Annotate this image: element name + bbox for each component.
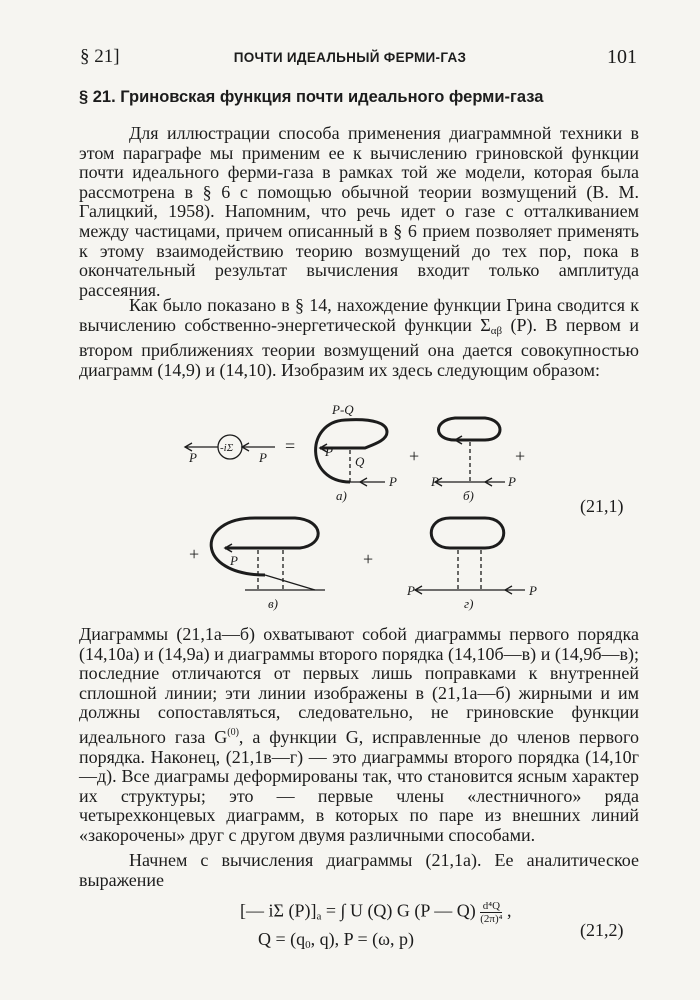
plus-4: +	[363, 549, 374, 569]
paragraph-4	[79, 851, 639, 890]
diagram-v-line-tail	[265, 575, 315, 590]
diagram-a-caption: а)	[336, 488, 347, 503]
running-header-section: § 21]	[80, 46, 120, 67]
diagram-v-caption: в)	[268, 596, 278, 611]
diagram-g-bold-loop	[431, 518, 504, 548]
running-header-title: ПОЧТИ ИДЕАЛЬНЫЙ ФЕРМИ-ГАЗ	[233, 50, 467, 65]
equation-number-21-1: (21,1)	[580, 496, 624, 516]
plus-1: +	[409, 446, 420, 466]
diagram-b-label-p-right: P	[508, 474, 516, 489]
plus-3: +	[189, 544, 200, 564]
paragraph-2	[79, 296, 639, 380]
lhs-sigma-label: -iΣ	[220, 442, 234, 454]
diagram-g-label-p-left: P	[407, 583, 415, 598]
diagram-b-bold-loop	[439, 418, 501, 440]
paragraph-2-text-a: Как было показано в § 14, нахождение функции Грина сводится к вычислению собственно-энергетической функции Σ	[79, 295, 639, 335]
paragraph-4-text: Начнем с вычисления диаграммы (21,1а). Ее аналитическое выражение	[79, 850, 639, 890]
plus-2: +	[515, 446, 526, 466]
diagram-a-label-p: P	[325, 444, 333, 459]
equation-21-2	[240, 900, 570, 951]
diagram-b-caption: б)	[463, 488, 474, 503]
paragraph-3-text-a: Диаграммы (21,1а—б) охватывают собой диаграммы первого порядка (14,10а) и (14,9а) и диаграммы второго порядка (14,10б—в) и (14,9б—в); последние отличаются от первых лишь поправками к внутренней сплошной линии; эти линии изображены в (21,1а—б) жирными и им должны сопоставляться, следовательно, не гриновские функции идеального газа G	[79, 624, 639, 747]
measure-fraction: $\frac{\text{d⁴Q}}{\text{(2π)⁴}}$	[480, 900, 503, 925]
equation-21-2-line-1: [— iΣ $(P)]_а$ = ∫ U (Q) G (P — Q) $\frac{\text{d⁴Q}}{\text{(2π)⁴}}$ ,	[240, 900, 512, 925]
equals-sign: =	[285, 436, 296, 456]
sigma-subscript: αβ	[490, 324, 503, 337]
diagram-g-caption: г)	[464, 596, 474, 611]
diagram-g-label-p-right: P	[529, 583, 537, 598]
g-superscript: (0)	[227, 726, 239, 738]
diagram-a-label-p-out: P	[389, 474, 397, 489]
lhs-label-p-left: P	[189, 450, 197, 465]
diagram-a-label-q: Q	[355, 454, 365, 469]
equation-21-2-line-2: $Q = (q_0$, q), P = (ω, p)	[258, 929, 414, 951]
paragraph-1	[79, 124, 639, 300]
lhs-label-p-right: P	[259, 450, 267, 465]
section-title: § 21. Гриновская функция почти идеального ферми-газа	[79, 88, 544, 106]
feynman-diagrams	[175, 400, 565, 620]
diagram-a-label-pq: P-Q	[332, 402, 354, 417]
diagram-b-label-p-left: P	[431, 474, 439, 489]
paragraph-3-text-b: , а функции G, исправленные до членов первого порядка. Наконец, (21,1в—г) — это диаграммы второго порядка (14,10г—д). Все диаграмы деформированы так, что становится ясным характер их структуры; это — первые члены «лестничного» ряда четырехконцевых диаграмм, в которых по паре из внешних линий «закорочены» друг с другом двумя различными способами.	[79, 726, 639, 845]
diagram-v-label-p: P	[230, 553, 238, 568]
paragraph-2-text-b: (P). В первом и втором приближениях теории возмущений она дается совокупностью диаграмм (14,9) и (14,10). Изобразим их здесь следующим образом:	[79, 314, 639, 380]
page-number: 101	[607, 46, 637, 68]
equation-number-21-2: (21,2)	[580, 920, 624, 940]
paragraph-3	[79, 625, 639, 846]
paragraph-1-text: Для иллюстрации способа применения диаграммной техники в этом параграфе мы применим ее к вычислению гриновской функции почти идеального ферми-газа в рамках той же модели, которая была рассмотрена в § 6 с помощью обычной теории возмущений (В. М. Галицкий, 1958). Напомним, что речь идет о газе с отталкиванием между частицами, причем описанный в § 6 прием позволяет применять к этому взаимодействию теорию возмущений до тех пор, пока в окончательный результат вычисления входит только амплитуда рассеяния.	[79, 123, 639, 300]
